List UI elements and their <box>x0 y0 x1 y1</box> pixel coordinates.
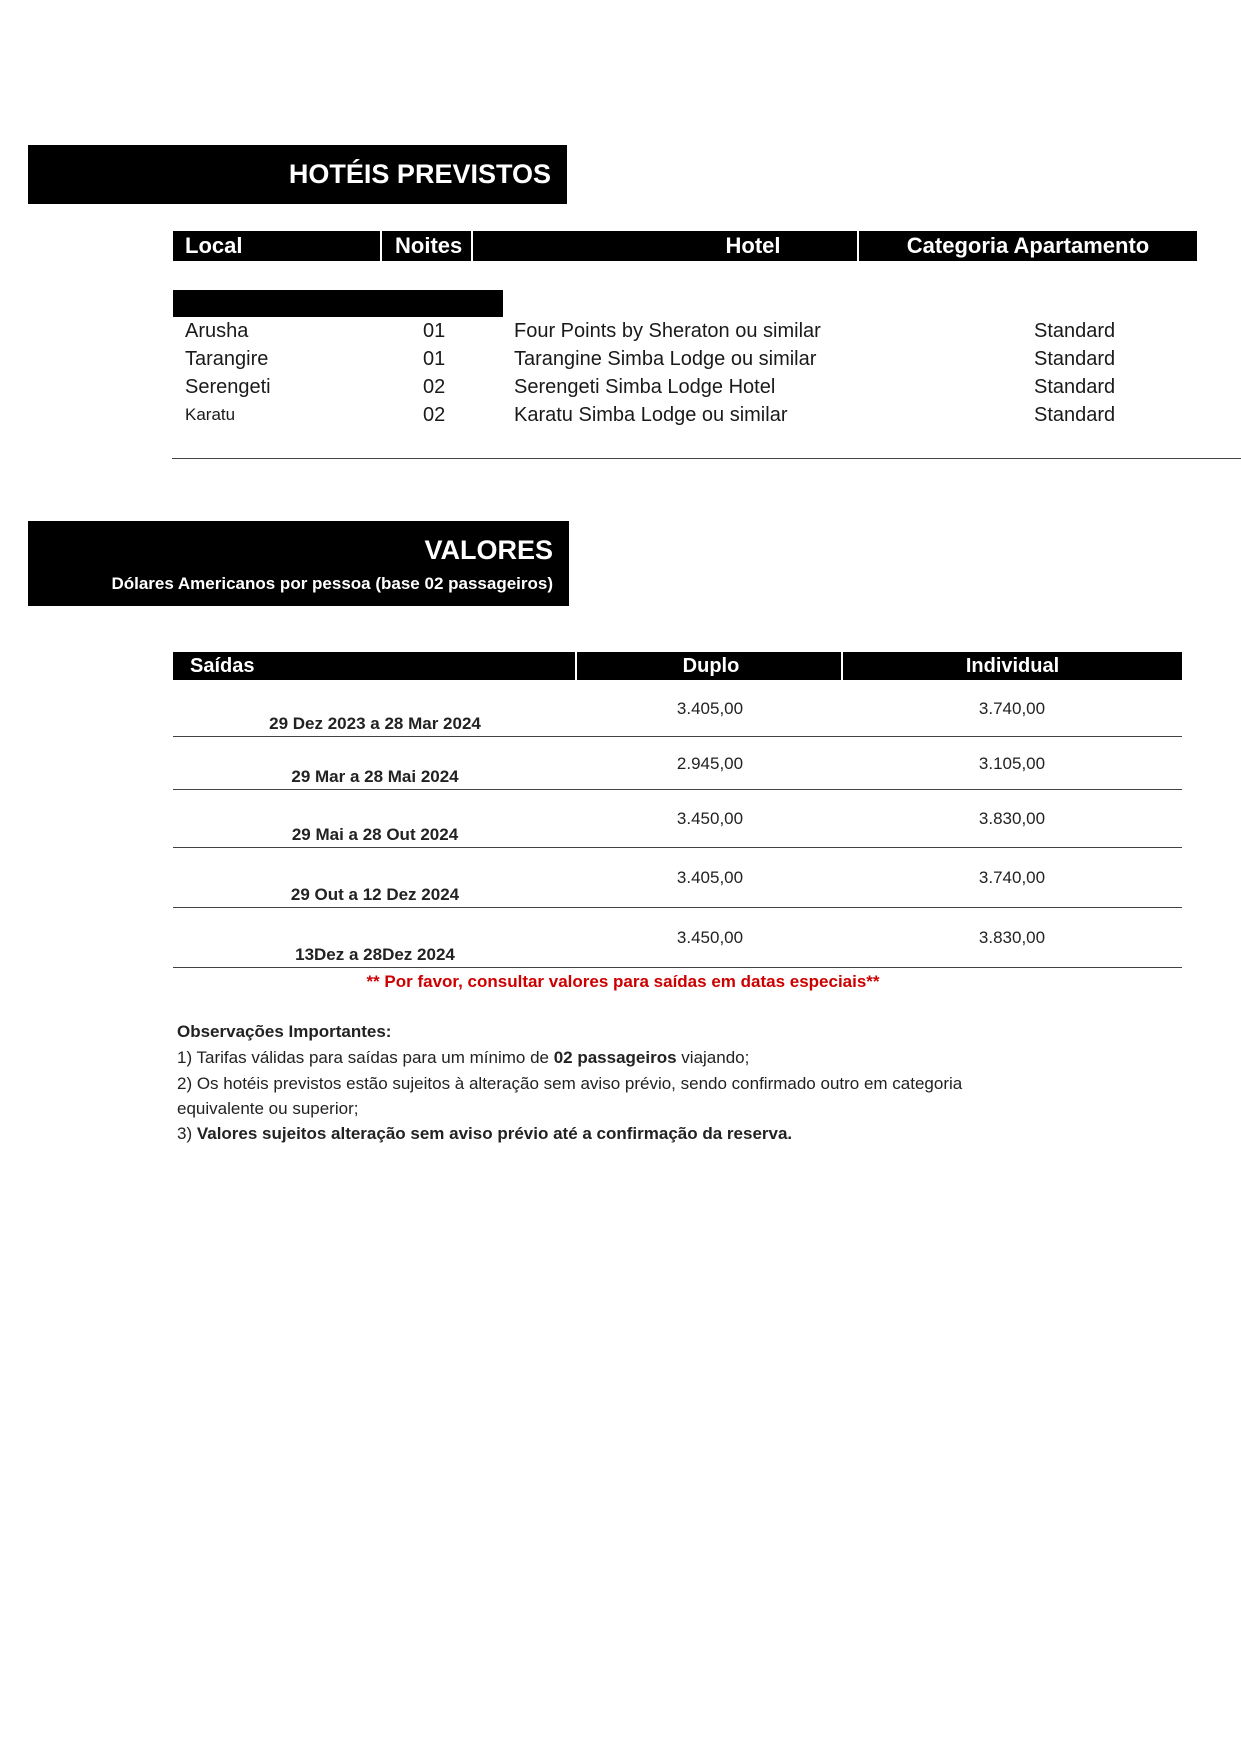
row-categoria: Standard <box>1034 376 1116 398</box>
observacao-2-line-2: equivalente ou superior; <box>177 1099 359 1118</box>
header-local: Local <box>185 233 243 258</box>
row-divider <box>173 736 1182 737</box>
row-saida: 29 Mar a 28 Mai 2024 <box>291 767 459 786</box>
row-local: Arusha <box>185 320 249 342</box>
row-noites: 01 <box>423 348 446 370</box>
observacao-3-bold: Valores sujeitos alteração sem aviso prévio até a confirmação da reserva. <box>196 1124 793 1143</box>
row-duplo: 3.450,00 <box>676 809 744 828</box>
header-noites: Noites <box>395 233 463 258</box>
observacoes-title: Observações Importantes: <box>177 1022 392 1041</box>
observacao-1-end: viajando; <box>676 1048 750 1067</box>
row-hotel: Four Points by Sheraton ou similar <box>514 320 821 342</box>
hotels-banner <box>28 145 567 204</box>
header-saidas: Saídas <box>190 655 255 677</box>
observacao-1-bold: 02 passageiros <box>553 1048 677 1067</box>
row-saida: 13Dez a 28Dez 2024 <box>295 945 455 964</box>
valores-banner <box>28 521 569 606</box>
row-saida: 29 Out a 12 Dez 2024 <box>290 885 460 904</box>
row-noites: 02 <box>423 404 446 426</box>
header-separator <box>380 231 382 261</box>
observacao-1 <box>177 1048 749 1068</box>
valores-table-header <box>173 652 1182 680</box>
special-dates-note: ** Por favor, consultar valores para saídas em datas especiais** <box>366 972 880 991</box>
header-categoria: Categoria Apartamento <box>906 233 1150 258</box>
row-divider <box>173 907 1182 908</box>
observacao-2-line-1: 2) Os hotéis previstos estão sujeitos à alteração sem aviso prévio, sendo confirmado outro em categoria <box>177 1074 963 1093</box>
row-hotel: Karatu Simba Lodge ou similar <box>514 404 788 426</box>
row-hotel: Serengeti Simba Lodge Hotel <box>514 376 776 398</box>
valores-title: VALORES <box>424 535 553 565</box>
row-categoria: Standard <box>1034 348 1116 370</box>
row-noites: 02 <box>423 376 446 398</box>
header-hotel: Hotel <box>725 233 781 258</box>
row-noites: 01 <box>423 320 446 342</box>
row-saida: 29 Mai a 28 Out 2024 <box>291 825 459 844</box>
observacao-1-text: 1) Tarifas válidas para saídas para um mínimo de <box>177 1048 554 1067</box>
row-hotel: Tarangine Simba Lodge ou similar <box>514 348 817 370</box>
row-divider <box>173 847 1182 848</box>
row-saida: 29 Dez 2023 a 28 Mar 2024 <box>269 714 481 733</box>
row-individual: 3.830,00 <box>978 809 1046 828</box>
row-divider <box>173 789 1182 790</box>
row-divider <box>173 967 1182 968</box>
row-individual: 3.740,00 <box>978 699 1046 718</box>
row-local: Serengeti <box>185 376 271 398</box>
row-duplo: 3.450,00 <box>676 928 744 947</box>
observacao-3 <box>177 1124 792 1144</box>
header-individual: Individual <box>965 655 1060 677</box>
row-local: Karatu <box>185 405 236 424</box>
hotels-table-bottom-line <box>172 458 1241 459</box>
hotels-table-header <box>173 231 1197 261</box>
row-duplo: 3.405,00 <box>676 868 744 887</box>
row-categoria: Standard <box>1034 320 1116 342</box>
black-bar <box>173 290 503 317</box>
hotels-title: HOTÉIS PREVISTOS <box>288 159 551 189</box>
row-local: Tarangire <box>185 348 269 370</box>
row-categoria: Standard <box>1034 404 1116 426</box>
row-individual: 3.740,00 <box>978 868 1046 887</box>
row-duplo: 3.405,00 <box>676 699 744 718</box>
row-individual: 3.830,00 <box>978 928 1046 947</box>
header-duplo: Duplo <box>682 655 740 677</box>
valores-subtitle: Dólares Americanos por pessoa (base 02 passageiros) <box>111 574 553 593</box>
row-duplo: 2.945,00 <box>676 754 744 773</box>
observacao-3-number: 3) <box>177 1124 197 1143</box>
row-individual: 3.105,00 <box>978 754 1046 773</box>
